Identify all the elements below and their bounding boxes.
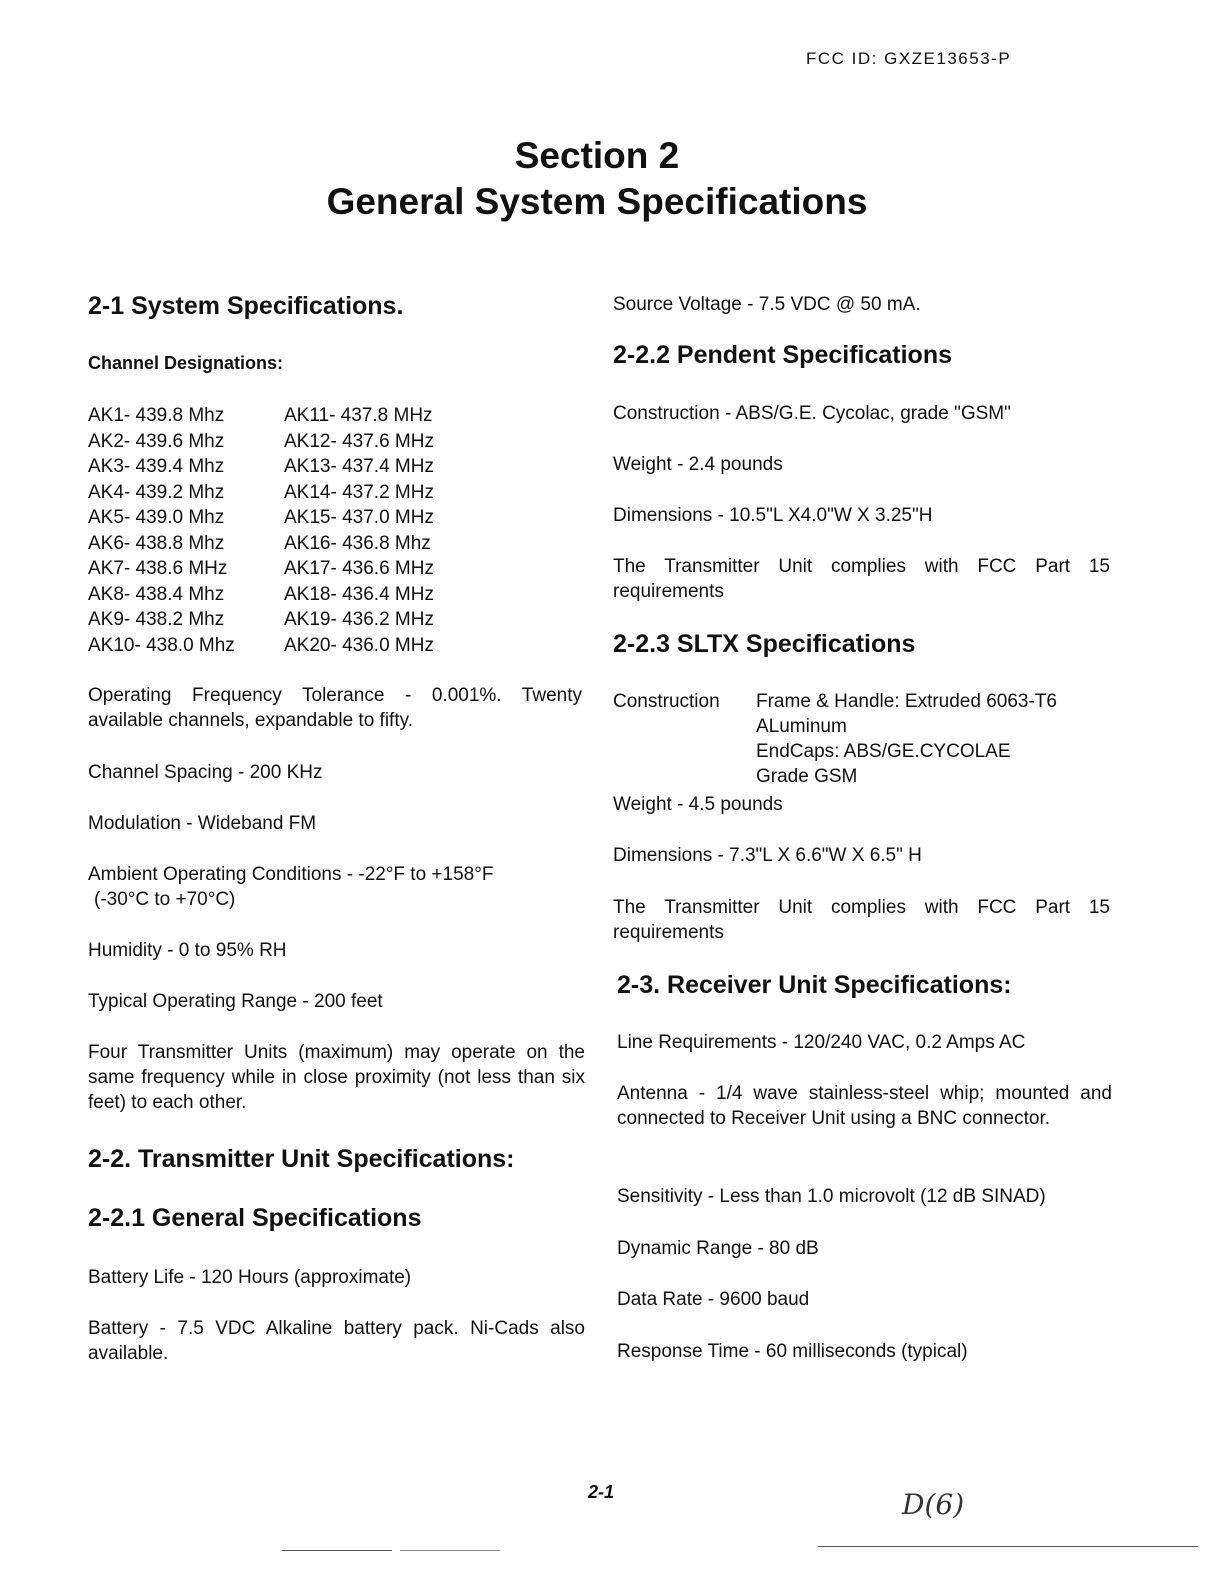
operating-range: Typical Operating Range - 200 feet [88, 991, 383, 1012]
channel-spacing: Channel Spacing - 200 KHz [88, 762, 323, 783]
channel-item: AK4- 439.2 Mhz [88, 481, 225, 503]
humidity: Humidity - 0 to 95% RH [88, 940, 287, 961]
pendent-construction: Construction - ABS/G.E. Cycolac, grade "GSM" [613, 403, 1011, 424]
battery: Battery - 7.5 VDC Alkaline battery pack. Ni-Cads also available. [88, 1318, 585, 1364]
channel-list-b [284, 403, 434, 658]
channel-item: AK1- 439.8 Mhz [88, 405, 225, 426]
response-time: Response Time - 60 milliseconds (typical) [617, 1341, 968, 1362]
sltx-construction-label: Construction [613, 691, 720, 712]
sltx-construction-details [756, 689, 1057, 789]
sltx-specifications-heading: 2-2.3 SLTX Specifications [613, 630, 916, 658]
channel-item: AK13- 437.4 MHz [284, 456, 434, 477]
channel-designations-label: Channel Designations: [88, 353, 284, 373]
channel-item: AK2- 439.6 Mhz [88, 430, 225, 452]
sltx-construction-line: EndCaps: ABS/GE.CYCOLAE [756, 741, 1011, 762]
pendent-fcc-compliance: The Transmitter Unit complies with FCC Part 15 requirements [613, 556, 1110, 602]
channel-item: AK14- 437.2 MHz [284, 481, 434, 503]
ambient-conditions: Ambient Operating Conditions - -22°F to +158°F [88, 864, 494, 885]
ambient-conditions-celsius: (-30°C to +70°C) [94, 889, 236, 910]
fcc-id: FCC ID: GXZE13653-P [806, 49, 1012, 68]
channel-item: AK15- 437.0 MHz [284, 507, 434, 528]
sltx-fcc-compliance: The Transmitter Unit complies with FCC Part 15 requirements [613, 897, 1110, 943]
section-title: Section 2 [514, 135, 680, 176]
dynamic-range: Dynamic Range - 80 dB [617, 1238, 819, 1259]
pendent-specifications-heading: 2-2.2 Pendent Specifications [613, 341, 952, 369]
channel-item: AK18- 436.4 MHz [284, 583, 434, 605]
section-subtitle: General System Specifications [326, 181, 868, 222]
transmitter-proximity-note: Four Transmitter Units (maximum) may operate on the same frequency while in close proximity (not less than six feet) to each other. [88, 1042, 585, 1113]
handwritten-mark: D(6) [902, 1488, 965, 1521]
sltx-construction-line: ALuminum [756, 716, 847, 737]
channel-item: AK5- 439.0 Mhz [88, 507, 225, 528]
channel-item: AK10- 438.0 Mhz [88, 634, 235, 656]
sltx-dimensions: Dimensions - 7.3"L X 6.6"W X 6.5" H [613, 845, 922, 866]
modulation: Modulation - Wideband FM [88, 813, 317, 834]
pendent-weight: Weight - 2.4 pounds [613, 454, 783, 475]
line-requirements: Line Requirements - 120/240 VAC, 0.2 Amps AC [617, 1032, 1026, 1053]
source-voltage: Source Voltage - 7.5 VDC @ 50 mA. [613, 294, 921, 315]
scan-edge-line [400, 1550, 500, 1551]
sltx-construction-line: Grade GSM [756, 766, 858, 787]
channel-item: AK3- 439.4 Mhz [88, 456, 225, 477]
pendent-dimensions: Dimensions - 10.5"L X4.0"W X 3.25"H [613, 505, 933, 526]
channel-item: AK11- 437.8 MHz [284, 405, 433, 426]
channel-item: AK6- 438.8 Mhz [88, 532, 225, 554]
scan-edge-line [818, 1546, 1198, 1547]
antenna: Antenna - 1/4 wave stainless-steel whip; mounted and connected to Receiver Unit using a BNC connector. [617, 1083, 1112, 1129]
channel-item: AK19- 436.2 MHz [284, 609, 434, 630]
data-rate: Data Rate - 9600 baud [617, 1289, 810, 1310]
system-specifications-heading: 2-1 System Specifications. [88, 292, 404, 320]
frequency-tolerance: Operating Frequency Tolerance - 0.001%. Twenty available channels, expandable to fifty. [88, 685, 582, 731]
general-specifications-heading: 2-2.1 General Specifications [88, 1204, 422, 1232]
channel-item: AK20- 436.0 MHz [284, 634, 434, 656]
sensitivity: Sensitivity - Less than 1.0 microvolt (12 dB SINAD) [617, 1186, 1046, 1207]
battery-life: Battery Life - 120 Hours (approximate) [88, 1267, 412, 1288]
scan-edge-line [282, 1550, 392, 1551]
channel-list-a [88, 403, 235, 658]
receiver-specifications-heading: 2-3. Receiver Unit Specifications: [617, 971, 1012, 999]
channel-item: AK9- 438.2 Mhz [88, 609, 225, 630]
channel-item: AK12- 437.6 MHz [284, 430, 434, 452]
sltx-construction-line: Frame & Handle: Extruded 6063-T6 [756, 691, 1057, 712]
channel-item: AK16- 436.8 Mhz [284, 532, 431, 554]
channel-item: AK17- 436.6 MHz [284, 558, 434, 579]
sltx-weight: Weight - 4.5 pounds [613, 794, 783, 815]
channel-item: AK7- 438.6 MHz [88, 558, 228, 579]
transmitter-specifications-heading: 2-2. Transmitter Unit Specifications: [88, 1145, 515, 1173]
channel-item: AK8- 438.4 Mhz [88, 583, 225, 605]
page-number: 2-1 [588, 1482, 615, 1502]
